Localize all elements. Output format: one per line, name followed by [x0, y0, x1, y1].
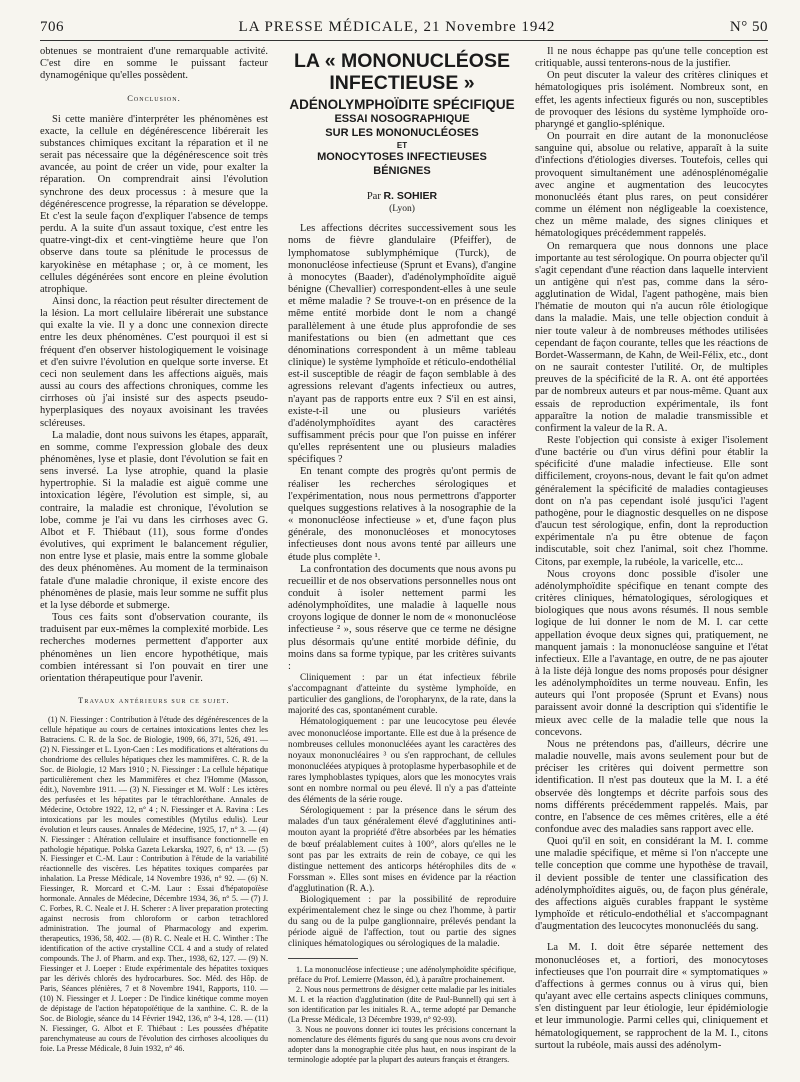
journal-title-date: LA PRESSE MÉDICALE, 21 Novembre 1942: [238, 18, 556, 35]
paragraph: On peut discuter la valeur des critères cliniques et hématologiques pris isolément. Nombreux sont, en effet, les agents infectieux figurés ou non, susceptibles de provoquer des lésions du système lymphoïde oro-pharyngé et ganglio-splénique.: [535, 70, 768, 130]
subheading-line2: SUR LES MONONUCLÉOSES: [325, 126, 479, 139]
paragraph: En tenant compte des progrès qu'ont permis de réaliser les recherches sérologiques et l'expérimentation, nous nous permettrons d'apporter quelques suggestions relatives à la nosographie de la « mononucléose infectieuse » et, d'une façon plus générale, des mononucléoses et monocytoses infectieuses dont nous avons tenté par ailleurs une étude plus complète ¹.: [288, 466, 516, 563]
paragraph: obtenues se montraient d'une remarquable activité. C'est dire en somme le puissant facteur dynamogénique qu'elles possèdent.: [40, 46, 268, 82]
footnote-3: 3. Nous ne pouvons donner ici toutes les précisions concernant la nomenclature des éléments figurés du sang que nous avons cru devoir adopter dans la monographie citée plus haut, en nous inspirant de la terminologie adoptée par la plupart des auteurs français et étrangers.: [288, 1025, 516, 1065]
footnotes: [288, 965, 516, 1065]
paragraph: On remarquera que nous donnons une place importante au test sérologique. On pourra objecter qu'il s'agit cependant d'une réaction dans laquelle intervient un antigène qui n'est pas, comme dans la séro-agglutination de Widal, l'agent pathogène, mais bien l'hématie de mouton qui n'a aucun rôle étiologique dans la maladie. Mais, une telle objection conduit à nier toute valeur à de nombreuses méthodes utilisées cependant de façon courante, telles que les réactions de Bordet-Wassermann, de Kahn, de Weil-Félix, etc., dont on ne saurait contester l'utilité. Or, de multiples preuves de la spécificité de la R. A. ont été apportées par de nombreux auteurs et par nous-même. Quant aux essais de reproduction expérimentale, ils font apparaître la notion de maladie transmissible et confirment la valeur de la R. A.: [535, 240, 768, 434]
paragraph: La maladie, dont nous suivons les étapes, apparaît, en somme, comme l'expression globale des deux phénomènes, lyse et plasie, dont l'évolution se fait en sens inversé. La lyse atrophie, quand la plasie hypertrophie. Si la maladie est aiguë comme une intoxication légère, l'évolution est simple, si, au contraire, la maladie est chronique, l'évolution se lobe, comme je l'ai vu dans les cirrhoses avec G. Albot et F. Thiébaut (11), sous forme d'ondes évolutives, qui expriment le balancement régulier, non entre lyse et plasie, mais entre la somme globale des deux phénomènes. Au moment de la terminaison fatale d'une maladie chronique, il existe encore des phénomènes de plasie, mais leur somme ne suffit plus et la lyse déborde et submerge.: [40, 429, 268, 611]
article-title: [288, 50, 516, 94]
subheading-line3: MONOCYTOSES INFECTIEUSES BÉNIGNES: [317, 151, 487, 177]
paragraph: La M. I. doit être séparée nettement des mononucléoses et, a fortiori, des monocytoses infectieuses que l'on pourrait dire « symptomatiques » d'affections à germes connus ou à virus qui, bien qu'ayant avec elle certains aspects cliniques communs, s'en distinguent par leur étiologie, leur épidémiologie et leur immunologie. Parmi celles qui, cliniquement et hématologiquement, se rapprochent de la M. I., citons surtout la rubéole, mais aussi des adénolym-: [535, 942, 768, 1051]
paragraph: Nous ne prétendons pas, d'ailleurs, décrire une maladie nouvelle, mais avons seulement pour but de préciser les critères qui doivent permettre son identification. Il n'est pas douteux que la M. I. a été observée dès longtemps et décrite parfois sous des noms différents précédemment rappelés. Mais, par contre, en l'absence de ces mêmes critères, elle a été confondue avec des maladies sans rapport avec elle.: [535, 738, 768, 835]
references-text: (1) N. Fiessinger : Contribution à l'étude des dégénérescences de la cellule hépatique au cours de certaines intoxications lentes chez les Batraciens. C. R. de la Soc. de Biologie, 1909, 66, 371, 526, 491. — (2) N. Fiessinger et L. Lyon-Caen : Les modifications et altérations du chondriome des cellules hépatiques chez les mammifères. C. R. de la Soc. de Biologie, 12 Mars 1910 ; N. Fiessinger : La cellule hépatique particulièrement chez les Mammifères et chez l'Homme (Masson, édit.), Novembre 1911. — (3) N. Fiessinger et M. Wolf : Les ictères des perfusées et les hépatites par le tétrachloréthane. Annales de Médecine, Octobre 1922, 12, n° 4 ; N. Fiessinger et A. Ravina : Les intoxications par les moules comestibles (Mytilus edulis). Leur évolution et leurs causes. Annales de Médecine, 1925, 17, n° 3. — (4) N. Fiessinger : Altération cellulaire et insuffisance fonctionnelle en pathologie hépatique. Polska Gazeta Lekarska, 1927, 6, n° 13. — (5) N. Fiessinger et C.-M. Laur : Contribution à l'étude de la variabilité réactionnelle des viscères. Les hépatites toxiques comparées par inhalation. La Presse Médicale, 14 Novembre 1936, n° 92. — (6) N. Fiessinger, R. Morcard et C.-M. Laur : Essai d'hépatopoïèse hormonale. Annales de Médecine, Décembre 1934, 36, n° 5. — (7) J. C. Forbes, R. C. Neale et J. H. Scherer : A liver preparation protecting against necrosis from chloroform or carbon tetrachlored administration. The journal of Pharmacology and experim. therapeutics, 1936, 58, 402. — (8) R. C. Neale et H. C. Winther : The identification of the active crystalline CCL 4 and a study of related compounds. The J. of Pharm. and exp. Ther., 1938, 62, 127. — (9) N. Fiessinger et J. Loeper : Etude expérimentale des hépatites toxiques par les dérivés chlorés des hydrocarbures. Soc. Méd. des Hôp. de Paris, Séances plénières, 7 et 8 Novembre 1941, Rapports, 110. — (10) N. Fiessinger et J. Loeper : De l'indice kinétique comme moyen de dépistage de l'action hépatopoïétique de la xanthine. C. R. de la Soc. de Biologie, séance du 14 Février 1942, 136, n° 3-4, 128. — (11) N. Fiessinger, G. Albot et F. Thiébaut : Les poussées d'hépatite parenchymateuse au cours de l'évolution des cirrhoses alcooliques du foie. La Presse Médicale, 8 Juin 1932, n° 46.: [40, 715, 268, 1053]
journal-title: LA PRESSE MÉDICALE: [238, 18, 415, 35]
criterion-clinical: Cliniquement : par un état infectieux fébrile s'accompagnant d'atteinte du système lymphoïde, en particulier des ganglions, de l'oropharynx, de la rate, dans la majorité des cas, spontanément curable.: [288, 673, 516, 717]
paragraph: Ainsi donc, la réaction peut résulter directement de la lésion. La mort cellulaire libérerait une substance qui exalte la vie. Il y a donc une connexion directe entre les deux phénomènes. C'est pourquoi il est si fréquent d'en observer histologiquement le voisinage et d'en suivre l'évolution en quelque sorte inverse. Et ceci non seulement dans les affections aiguës, mais aussi au cours des affections chroniques, comme les cirrhoses où j'ai insisté sur des aspects pseudo-hyperplasiques des noyaux avoisinant les travées scléreuses.: [40, 295, 268, 429]
paragraph: Reste l'objection qui consiste à exiger l'isolement d'une bactérie ou d'un virus défini pour établir la spécificité d'une maladie infectieuse. Elle sont difficilement, croyons-nous, devant le fait qu'on admet généralement la spécificité de maladies contagieuses dont on n'a pas cependant isolé jusqu'ici l'agent pathogène, pour le diagnostic desquelles on ne dispose d'aucun test sérologique, enfin, dont la reproduction expérimentale n'a pu être obtenue de façon indiscutable, soit chez l'animal, soit chez l'homme. Citons, par exemple, la rubéole, la varicelle, etc...: [535, 435, 768, 568]
footnote-2: 2. Nous nous permettrons de désigner cette maladie par les initiales M. I. et la réaction d'agglutination (dite de Paul-Bunnell) qui sert à son identification par les initiales R. A., terme adopté par Demanche (La Presse Médicale, 13 Décembre 1939, n° 92-93).: [288, 985, 516, 1025]
issue-date: 21 Novembre 1942: [423, 18, 556, 35]
section-heading-conclusion: Conclusion.: [127, 93, 181, 104]
subheading-line1: ESSAI NOSOGRAPHIQUE: [334, 113, 470, 125]
article-subheading: [288, 113, 516, 178]
paragraph: Tous ces faits sont d'observation courante, ils traduisent par eux-mêmes la complexité morbide. Les recherches modernes permettent d'apporter aux phénomènes un lien encore hypothétique, mais combien intéressant si l'on pouvait en tirer une orientation thérapeutique pour l'avenir.: [40, 612, 268, 684]
footnote-divider: [288, 958, 358, 959]
column-left: [40, 46, 268, 1054]
page-header: [40, 14, 768, 41]
article-title-line1: LA « MONONUCLÉOSE: [294, 50, 510, 72]
criterion-serological: Sérologiquement : par la présence dans le sérum des malades d'un taux généralement élevé d'agglutinines anti-mouton ayant la propriété d'être absorbées par les hématies de bœuf préalablement cuites à 100°, alors qu'elles ne le sont pas par les extraits de rein de cobaye, ce qui les distingue nettement des anticorps hétérophiles dits de « Forssman ». Elles sont mises en évidence par la réaction d'agglutination (R. A.).: [288, 806, 516, 894]
paragraph: Si cette manière d'interpréter les phénomènes est exacte, la cellule en dégénérescence libérerait les substances chimiques excitant la réparation et il ne serait pas nécessaire que la dégénérescence soit très avancée, au point de créer un vide, pour exalter la réparation. On comprendrait ainsi l'évolution synchrone des deux processus : à mesure que la dégénérescence progresse, la réparation se développe. Et c'est la seule façon d'expliquer l'absence de temps perdu. A la suite d'un assaut toxique, c'est entre les quatre-vingt-dix et cent-vingtième heure que l'on observe dans toute sa plénitude le processus de karyokinèse en métaphase ; or, à ce moment, les cellules dégénérées sont encore en pleine évolution atrophique.: [40, 113, 268, 295]
paragraph: La confrontation des documents que nous avons pu recueillir et de nos observations personnelles nous ont conduit à isoler nettement parmi les adénolymphoïdites, une maladie à laquelle nous croyons logique de donner le nom de « mononucléose infectieuse ² », sous réserve que ce terme ne désigne plus désormais qu'une entité morbide définie, du moins dans sa forme typique, par les critères suivants :: [288, 563, 516, 672]
issue-number: N° 50: [729, 18, 768, 35]
criteria-list: [288, 673, 516, 950]
column-middle: [288, 46, 516, 1065]
paragraph: Quoi qu'il en soit, en considérant la M. I. comme une maladie spécifique, et même si l'on n'accepte une telle conception que comme une hypothèse de travail, il devient possible de tenter une classification des adénolymphoïdites aiguës, ou, de façon plus générale, des affections aiguës curables frappant le système lymphoïde et réticulo-endothélial et s'accompagnant d'augmentation des leucocytes mononucléés du sang.: [535, 836, 768, 933]
page-number: 706: [40, 18, 64, 35]
author-line: [288, 190, 516, 203]
criterion-biological: Biologiquement : par la possibilité de reproduire expérimentalement chez le singe ou chez l'homme, à partir du sang ou de la pulpe ganglionnaire, prélevés pendant la période aiguë de l'affection, tout ou partie des signes cliniques hématologiques ou sérologiques de la maladie.: [288, 894, 516, 950]
references-list: [40, 715, 268, 1053]
paragraph: Il ne nous échappe pas qu'une telle conception est critiquable, aussi tenterons-nous de la justifier.: [535, 46, 768, 70]
paragraph: Nous croyons donc possible d'isoler une adénolymphoïdite spécifique en tenant compte des critères cliniques, hématologiques, sérologiques et biologiques que nous avons résumés. Il nous semble logique de lui donner le nom de M. I. car cette appellation évoque deux signes qui, pratiquement, ne manquent jamais : la mononucléose sanguine et l'état infectieux. Elle a l'avantage, en outre, de ne pas ajouter à la liste déjà longue des noms proposés pour désigner les adénolymphoïdites un terme nouveau. Enfin, les auteurs qui l'ont proposée (Sprunt et Evans) nous paraissent avoir donné la description qui s'identifie le mieux avec celle de la maladie telle que nous la concevons.: [535, 568, 768, 738]
subheading-conjunction: ET: [396, 141, 408, 150]
article-title-line2: INFECTIEUSE »: [329, 72, 475, 94]
column-right: [535, 46, 768, 1052]
author-location: (Lyon): [389, 204, 415, 215]
paragraph: Les affections décrites successivement sous les noms de fièvre glandulaire (Pfeiffer), de lymphomatose sublymphémique (Turck), de mononucléose infectieuse (Sprunt et Evans), d'angine à monocytes (Baader), d'adénolymphoïdite aiguë bénigne (Chevallier) correspondent-elles à une seule et même maladie ? Se trouve-t-on en présence de la même entité morbide dont le nom a changé parallèlement à une étude plus approfondie de ses manifestations ou bien (en admettant que ces dénominations correspondent à un même tableau clinique) le système lymphoïde et réticulo-endothélial est-il susceptible de réagir de façon semblable à des agressions relevant d'agents infectieux ou autres, n'ayant pas de rapports entre eux ? S'il en est ainsi, existe-t-il une ou plusieurs variétés d'adénolymphoïdites ayant des caractères suffisamment précis pour que l'on puisse en inférer qu'elles représentent une ou plusieurs maladies spécifiques ?: [288, 223, 516, 466]
criterion-hematological: Hématologiquement : par une leucocytose peu élevée avec mononucléose importante. Elle est due à la présence de nombreuses cellules mononucléées ayant les caractères des noyaux mononucléaires ³ ou s'en rapprochant, de cellules mononucléées atypiques à protoplasme hyperbasophile et de rares lymphoblastes typiques, alors que les monocytes vrais sont en nombre normal ou peu élevé. Il n'y a pas d'atteinte des éléments de la série rouge.: [288, 717, 516, 806]
author-name: R. SOHIER: [383, 190, 438, 202]
paragraph: On pourrait en dire autant de la mononucléose sanguine qui, absolue ou relative, apparaît à la suite d'infections d'étiologies diverses. Toutefois, celles qui provoquent simultanément une adénosplénomégalie avec angine et augmentation des leucocytes mononucléés étant plus rares, on peut considérer comme un élément non négligeable la coexistence, chez un même malade, des signes cliniques et hématologiques précédemment rappelés.: [535, 131, 768, 240]
references-heading: Travaux antérieurs sur ce sujet.: [78, 695, 230, 705]
article-subtitle: ADÉNOLYMPHOÏDITE SPÉCIFIQUE: [289, 97, 515, 112]
footnote-1: 1. La mononucléose infectieuse ; une adénolymphoïdite spécifique, préface du Prof. Lemierre (Masson, éd.), à paraître prochainement.: [288, 965, 516, 985]
author-prefix: Par: [366, 191, 381, 202]
